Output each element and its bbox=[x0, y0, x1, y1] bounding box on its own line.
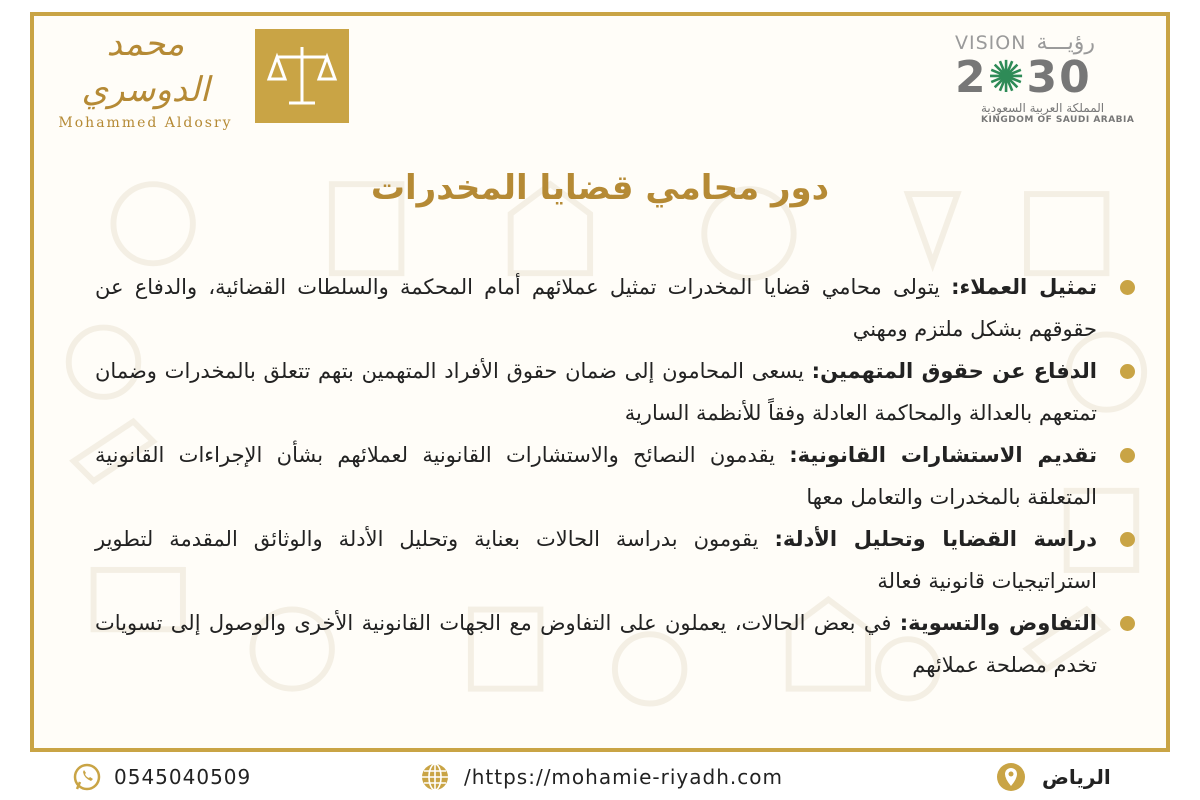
item-text: يقومون بدراسة الحالات بعناية وتحليل الأدلة والوثائق المقدمة لتطوير استراتيجيات قانونية فعالة bbox=[95, 527, 1097, 593]
vision-label-english: VISION bbox=[955, 32, 1027, 54]
location-pin-icon bbox=[996, 762, 1026, 792]
list-item bbox=[95, 602, 1145, 686]
whatsapp-icon bbox=[72, 762, 102, 792]
scales-of-justice-icon bbox=[255, 29, 349, 123]
city-name: الرياض bbox=[1042, 765, 1111, 789]
phone-number: 0545040509 bbox=[114, 765, 252, 789]
list-item bbox=[95, 518, 1145, 602]
bullet-icon bbox=[1120, 364, 1135, 379]
vision-country-arabic: المملكة العربية السعودية bbox=[981, 101, 1105, 115]
item-label: التفاوض والتسوية: bbox=[899, 611, 1097, 635]
vision-country-english: KINGDOM OF SAUDI ARABIA bbox=[981, 115, 1135, 125]
roles-list bbox=[95, 266, 1145, 686]
brand-logo bbox=[48, 24, 378, 131]
brand-name-english: Mohammed Aldosry bbox=[58, 115, 233, 131]
vision-label-arabic: رؤيـــة bbox=[1036, 30, 1095, 55]
page-title: دور محامي قضايا المخدرات bbox=[370, 168, 830, 208]
item-label: دراسة القضايا وتحليل الأدلة: bbox=[774, 527, 1097, 551]
palm-emblem-icon: ✺ bbox=[987, 52, 1027, 103]
item-text: في بعض الحالات، يعملون على التفاوض مع الجهات القانونية الأخرى والوصول إلى تسويات تخدم مصلحة عملائهم bbox=[95, 611, 1097, 677]
bullet-icon bbox=[1120, 532, 1135, 547]
item-text: يتولى محامي قضايا المخدرات تمثيل عملائهم أمام المحكمة والسلطات القضائية، والدفاع عن حقوقهم بشكل ملتزم ومهني bbox=[95, 275, 1097, 341]
vision-2030-logo bbox=[955, 30, 1165, 140]
website-link[interactable] bbox=[420, 762, 783, 792]
item-label: تقديم الاستشارات القانونية: bbox=[789, 443, 1097, 467]
bullet-icon bbox=[1120, 448, 1135, 463]
brand-name-arabic: محمد الدوسري bbox=[81, 24, 210, 110]
phone-contact[interactable] bbox=[72, 762, 251, 792]
website-url: /https://mohamie-riyadh.com bbox=[464, 765, 783, 789]
bullet-icon bbox=[1120, 616, 1135, 631]
bullet-icon bbox=[1120, 280, 1135, 295]
item-label: الدفاع عن حقوق المتهمين: bbox=[811, 359, 1097, 383]
item-text: يسعى المحامون إلى ضمان حقوق الأفراد المتهمين بتهم تتعلق بالمخدرات وضمان تمتعهم بالعدالة والمحاكمة العادلة وفقاً للأنظمة السارية bbox=[95, 359, 1097, 425]
item-label: تمثيل العملاء: bbox=[951, 275, 1097, 299]
vision-year: 2✺30 bbox=[955, 52, 1092, 103]
location bbox=[996, 762, 1111, 792]
list-item bbox=[95, 434, 1145, 518]
contact-footer bbox=[0, 752, 1200, 800]
item-text: يقدمون النصائح والاستشارات القانونية لعملائهم بشأن الإجراءات القانونية المتعلقة بالمخدرات والتعامل معها bbox=[95, 443, 1097, 509]
globe-icon bbox=[420, 762, 450, 792]
list-item bbox=[95, 266, 1145, 350]
list-item bbox=[95, 350, 1145, 434]
